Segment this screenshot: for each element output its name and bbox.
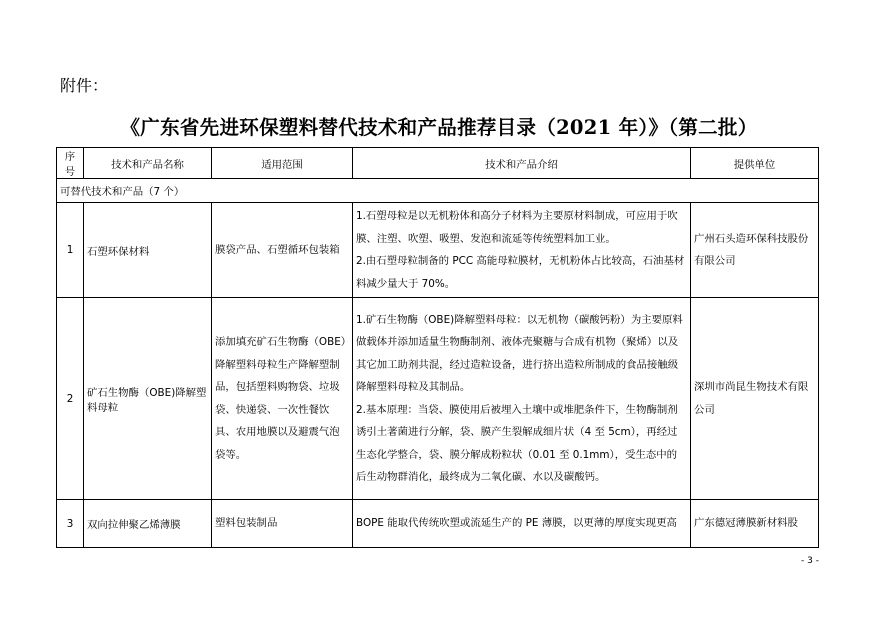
table-row [57, 203, 819, 298]
intro-paragraph: BOPE 能取代传统吹塑或流延生产的 PE 薄膜，以更薄的厚度实现更高 [356, 517, 677, 530]
application-scope: 塑料包装制品 [212, 500, 353, 548]
intro-paragraph: 1.矿石生物酶（OBE)降解塑料母粒：以无机物（碳酸钙粉）为主要原料做载体并添加适量生物酶制剂、液体壳聚糖与合成有机物（聚烯）以及其它加工助剂共混，经过造粒设备，进行挤出造粒所制成的食品接触级降解塑料母粒及其制品。 [356, 313, 683, 393]
provider-unit: 深圳市尚昆生物技术有限公司 [691, 298, 819, 500]
provider-unit: 广东德冠薄膜新材料股 [691, 500, 819, 548]
product-name: 双向拉伸聚乙烯薄膜 [84, 500, 212, 548]
category-label: 可替代技术和产品（7 个） [57, 179, 819, 203]
provider-unit: 广州石头造环保科技股份有限公司 [691, 203, 819, 298]
intro-paragraph: 2.由石塑母粒制备的 PCC 高能母粒膜材，无机粉体占比较高，石油基材料减少量大于 70%。 [356, 255, 685, 290]
application-scope: 添加填充矿石生物酶（OBE）降解塑料母粒生产降解塑制品，包括塑料购物袋、垃圾袋、快递袋、一次性餐饮具、农用地膜以及避震气泡袋等。 [212, 298, 353, 500]
header-intro: 技术和产品介绍 [353, 148, 691, 179]
table-header-row [57, 148, 819, 179]
table-row [57, 500, 819, 548]
recommendation-table [56, 147, 819, 548]
header-no: 序号 [57, 148, 84, 179]
category-row [57, 179, 819, 203]
intro-paragraph: 1.石塑母粒是以无机粉体和高分子材料为主要原材料制成，可应用于吹膜、注塑、吹塑、吸塑、发泡和流延等传统塑料加工业。 [356, 210, 678, 245]
product-intro [353, 500, 691, 548]
row-number: 3 [57, 500, 84, 548]
document-title: 《广东省先进环保塑料替代技术和产品推荐目录（2021 年）》（第二批） [120, 116, 758, 139]
product-name: 石塑环保材料 [84, 203, 212, 298]
header-scope: 适用范围 [212, 148, 353, 179]
header-name: 技术和产品名称 [84, 148, 212, 179]
table-row [57, 298, 819, 500]
row-number: 1 [57, 203, 84, 298]
product-intro [353, 203, 691, 298]
product-intro [353, 298, 691, 500]
header-provider: 提供单位 [691, 148, 819, 179]
product-name: 矿石生物酶（OBE)降解塑料母粒 [84, 298, 212, 500]
intro-paragraph: 2.基本原理：当袋、膜使用后被埋入土壤中或堆肥条件下，生物酶制剂诱引土著菌进行分解，袋、膜产生裂解成细片状（4 至 5cm），再经过生态化学整合，袋、膜分解成粉粒状（0.01 至 0.1mm），受生态中的后生动物群消化，最终成为二氧化碳、水以及碳酸钙。 [356, 403, 678, 483]
application-scope: 膜袋产品、石塑循环包装箱 [212, 203, 353, 298]
page-number: - 3 - [801, 556, 819, 566]
attachment-label: 附件： [60, 76, 109, 95]
row-number: 2 [57, 298, 84, 500]
